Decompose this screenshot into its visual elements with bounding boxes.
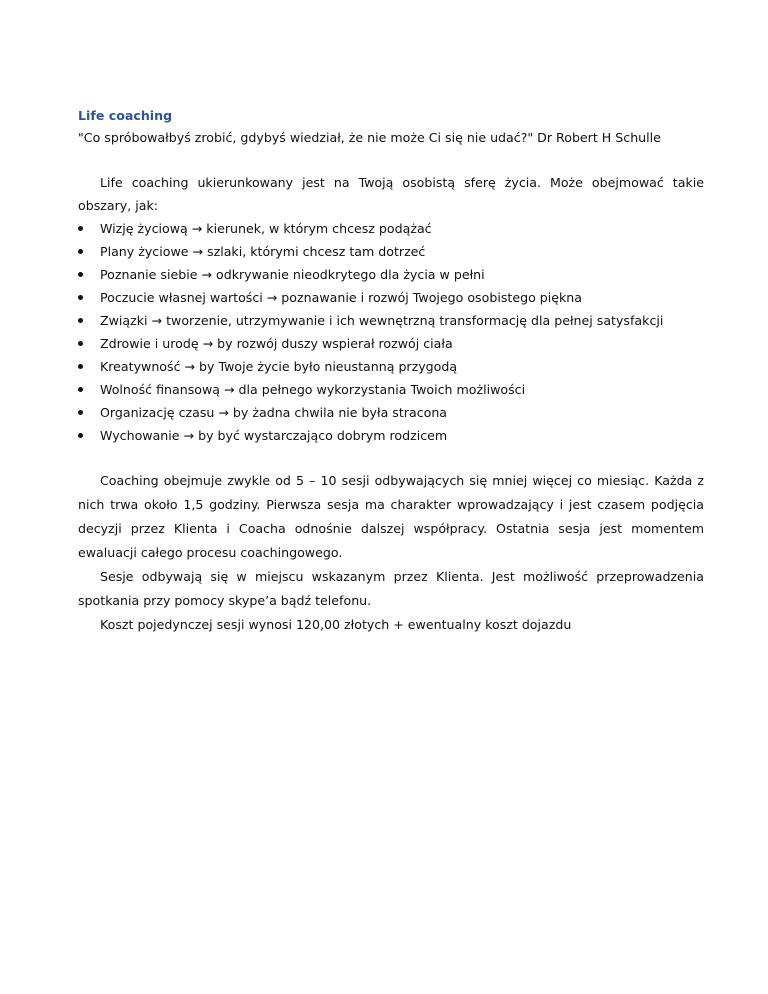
list-item [78,424,704,447]
list-item-text: Wychowanie → by być wystarczająco dobrym rodzicem [100,428,448,443]
document-content [78,106,704,637]
spacer [78,447,704,469]
document-quote: "Co spróbowałbyś zrobić, gdybyś wiedział, że nie może Ci się nie udać?" Dr Robert H Schulle [78,130,661,145]
areas-list [78,217,704,447]
list-item [78,401,704,424]
bullet-icon [78,318,83,323]
list-item-text: Wizję życiową → kierunek, w którym chcesz podążać [100,221,432,236]
bullet-icon [78,364,83,369]
list-item [78,309,704,332]
list-item [78,286,704,309]
list-item-text: Poczucie własnej wartości → poznawanie i rozwój Twojego osobistego piękna [100,290,583,305]
list-item [78,378,704,401]
list-item-text: Zdrowie i urodę → by rozwój duszy wspierał rozwój ciała [100,336,453,351]
list-item [78,217,704,240]
list-item-text: Plany życiowe → szlaki, którymi chcesz tam dotrzeć [100,244,426,259]
bullet-icon [78,433,83,438]
list-item-text: Organizację czasu → by żadna chwila nie była stracona [100,405,448,420]
bullet-icon [78,295,83,300]
bullet-icon [78,272,83,277]
location-paragraph: Sesje odbywają się w miejscu wskazanym przez Klienta. Jest możliwość przeprowadzenia spotkania przy pomocy skype’a bądź telefonu. [78,569,704,608]
list-item [78,263,704,286]
bullet-icon [78,341,83,346]
list-item-text: Kreatywność → by Twoje życie było nieustanną przygodą [100,359,458,374]
list-item [78,240,704,263]
intro-paragraph: Life coaching ukierunkowany jest na Twoją osobistą sferę życia. Może obejmować takie obszary, jak: [78,175,704,213]
cost-paragraph: Koszt pojedynczej sesji wynosi 120,00 złotych + ewentualny koszt dojazdu [100,617,572,632]
bullet-icon [78,249,83,254]
bullet-icon [78,410,83,415]
list-item-text: Poznanie siebie → odkrywanie nieodkrytego dla życia w pełni [100,267,485,282]
bullet-icon [78,387,83,392]
spacer [78,149,704,171]
sessions-paragraph: Coaching obejmuje zwykle od 5 – 10 sesji odbywających się mniej więcej co miesiąc. Każda z nich trwa około 1,5 godziny. Pierwsza sesja ma charakter wprowadzający i jest czasem podjęcia decyzji przez Klienta i Coacha odnośnie dalszej współpracy. Ostatnia sesja jest momentem ewaluacji całego procesu coachingowego. [78,473,704,560]
document-heading: Life coaching [78,108,173,123]
list-item-text: Wolność finansową → dla pełnego wykorzystania Twoich możliwości [100,382,526,397]
list-item [78,355,704,378]
bullet-icon [78,226,83,231]
list-item [78,332,704,355]
list-item-text: Związki → tworzenie, utrzymywanie i ich wewnętrzną transformację dla pełnej satysfakcji [100,313,664,328]
